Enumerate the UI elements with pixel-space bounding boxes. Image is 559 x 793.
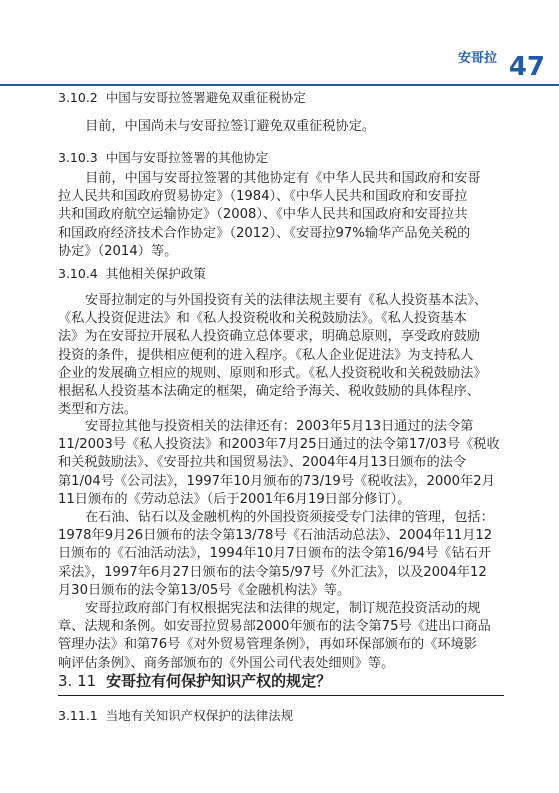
section-3-10-3-heading [58, 150, 268, 166]
section-3-10-2-body [58, 118, 504, 136]
section-title: 中国与安哥拉签署的其他协定 [105, 150, 269, 165]
section-number: 3.11.1 [58, 708, 98, 723]
paragraph-line: 和国政府经济技术合作协定》（2012）、《安哥拉97%输华产品免关税的 [58, 225, 471, 241]
section-3-10-3-body [58, 170, 504, 261]
paragraph-line: 根据私人投资基本法确定的框架，确定给予海关、税收鼓励的具体程序、 [58, 384, 480, 400]
paragraph-line: 共和国政府航空运输协定》（2008）、《中华人民共和国政府和安哥拉共 [58, 207, 468, 223]
paragraph-line: 和关税鼓励法》、《安哥拉共和国贸易法》、2004年4月13日颁布的法令 [58, 455, 467, 471]
paragraph-line: 11/2003号《私人投资法》和2003年7月25日通过的法令第17/03号《税收 [58, 437, 500, 453]
paragraph-line: 法》为在安哥拉开展私人投资确立总体要求，明确总原则，享受政府鼓励 [58, 329, 480, 345]
paragraph-line: 《私人投资促进法》和《私人投资税收和关税鼓励法》。《私人投资基本 [58, 311, 467, 327]
paragraph-line: 采法》，1997年6月27日颁布的法令第5/97号《外汇法》，以及2004年12 [58, 564, 487, 580]
paragraph-line: 响评估条例》、商务部颁布的《外国公司代表处细则》等。 [58, 655, 395, 671]
section-title: 其他相关保护政策 [105, 266, 206, 281]
section-3-10-2-heading [58, 90, 306, 106]
paragraph-line: 安哥拉其他与投资相关的法律还有：2003年5月13日通过的法令第 [85, 419, 474, 434]
paragraph-line: 协定》（2014）等。 [58, 243, 178, 259]
paragraph-line: 安哥拉政府部门有权根据宪法和法律的规定，制订规范投资活动的规 [85, 601, 481, 616]
paragraph-line: 1978年9月26日颁布的法令第13/78号《石油活动总法》、2004年11月12 [58, 528, 493, 544]
paragraph-line: 目前，中国与安哥拉签署的其他协定有《中华人民共和国政府和安哥 [85, 171, 481, 186]
section-3-10-4-paragraph-4 [58, 600, 504, 673]
paragraph-line: 管理办法》和第76号《对外贸易管理条例》，再如环保部颁布的《环境影 [58, 637, 477, 653]
section-3-10-4-paragraph-3 [58, 509, 504, 600]
section-title: 当地有关知识产权保护的法律法规 [105, 708, 294, 723]
paragraph-line: 11日颁布的《劳动总法》（后于2001年6月19日部分修订）。 [58, 491, 411, 507]
section-number: 3.10.3 [58, 150, 98, 165]
section-number: 3.10.4 [58, 266, 98, 281]
paragraph-line: 在石油、钻石以及金融机构的外国投资须接受专门法律的管理，包括： [85, 510, 494, 525]
paragraph-line: 目前，中国尚未与安哥拉签订避免双重征税协定。 [85, 119, 376, 134]
section-3-11-1-heading [58, 708, 293, 724]
paragraph-line: 企业的发展确立相应的规则、原则和形式。《私人投资税收和关税鼓励法》 [58, 365, 487, 381]
paragraph-line: 第1/04号《公司法》，1997年10月颁布的73/19号《税收法》，2000年2月 [58, 473, 495, 489]
page-number: 47 [508, 52, 545, 82]
section-3-10-4-paragraph-2 [58, 418, 504, 509]
section-title: 中国与安哥拉签署避免双重征税协定 [105, 90, 306, 105]
section-number: 3.10.2 [58, 90, 98, 105]
paragraph-line: 安哥拉制定的与外国投资有关的法律法规主要有《私人投资基本法》、 [85, 293, 488, 308]
section-3-10-4-heading [58, 266, 206, 282]
section-3-11-divider [58, 695, 504, 696]
section-number: 3. 11 [58, 672, 97, 690]
paragraph-line: 月30日颁布的法令第13/05号《金融机构法》等。 [58, 582, 351, 598]
paragraph-line: 类型和方法。 [58, 402, 138, 418]
paragraph-line: 日颁布的《石油活动法》，1994年10月7日颁布的法令第16/94号《钻石开 [58, 546, 492, 562]
paragraph-line: 拉人民共和国政府贸易协定》（1984）、《中华人民共和国政府和安哥拉 [58, 189, 468, 205]
section-3-10-4-paragraph-1 [58, 292, 504, 419]
paragraph-line: 投资的条件，提供相应便利的进入程序。《私人企业促进法》为支持私人 [58, 347, 474, 363]
header-divider [0, 84, 559, 86]
header-country-label: 安哥拉 [457, 51, 497, 66]
paragraph-line: 章、法规和条例。如安哥拉贸易部2000年颁布的法令第75号《进出口商品 [58, 619, 491, 635]
section-title: 安哥拉有何保护知识产权的规定？ [106, 672, 332, 690]
section-3-11-heading [58, 670, 331, 691]
